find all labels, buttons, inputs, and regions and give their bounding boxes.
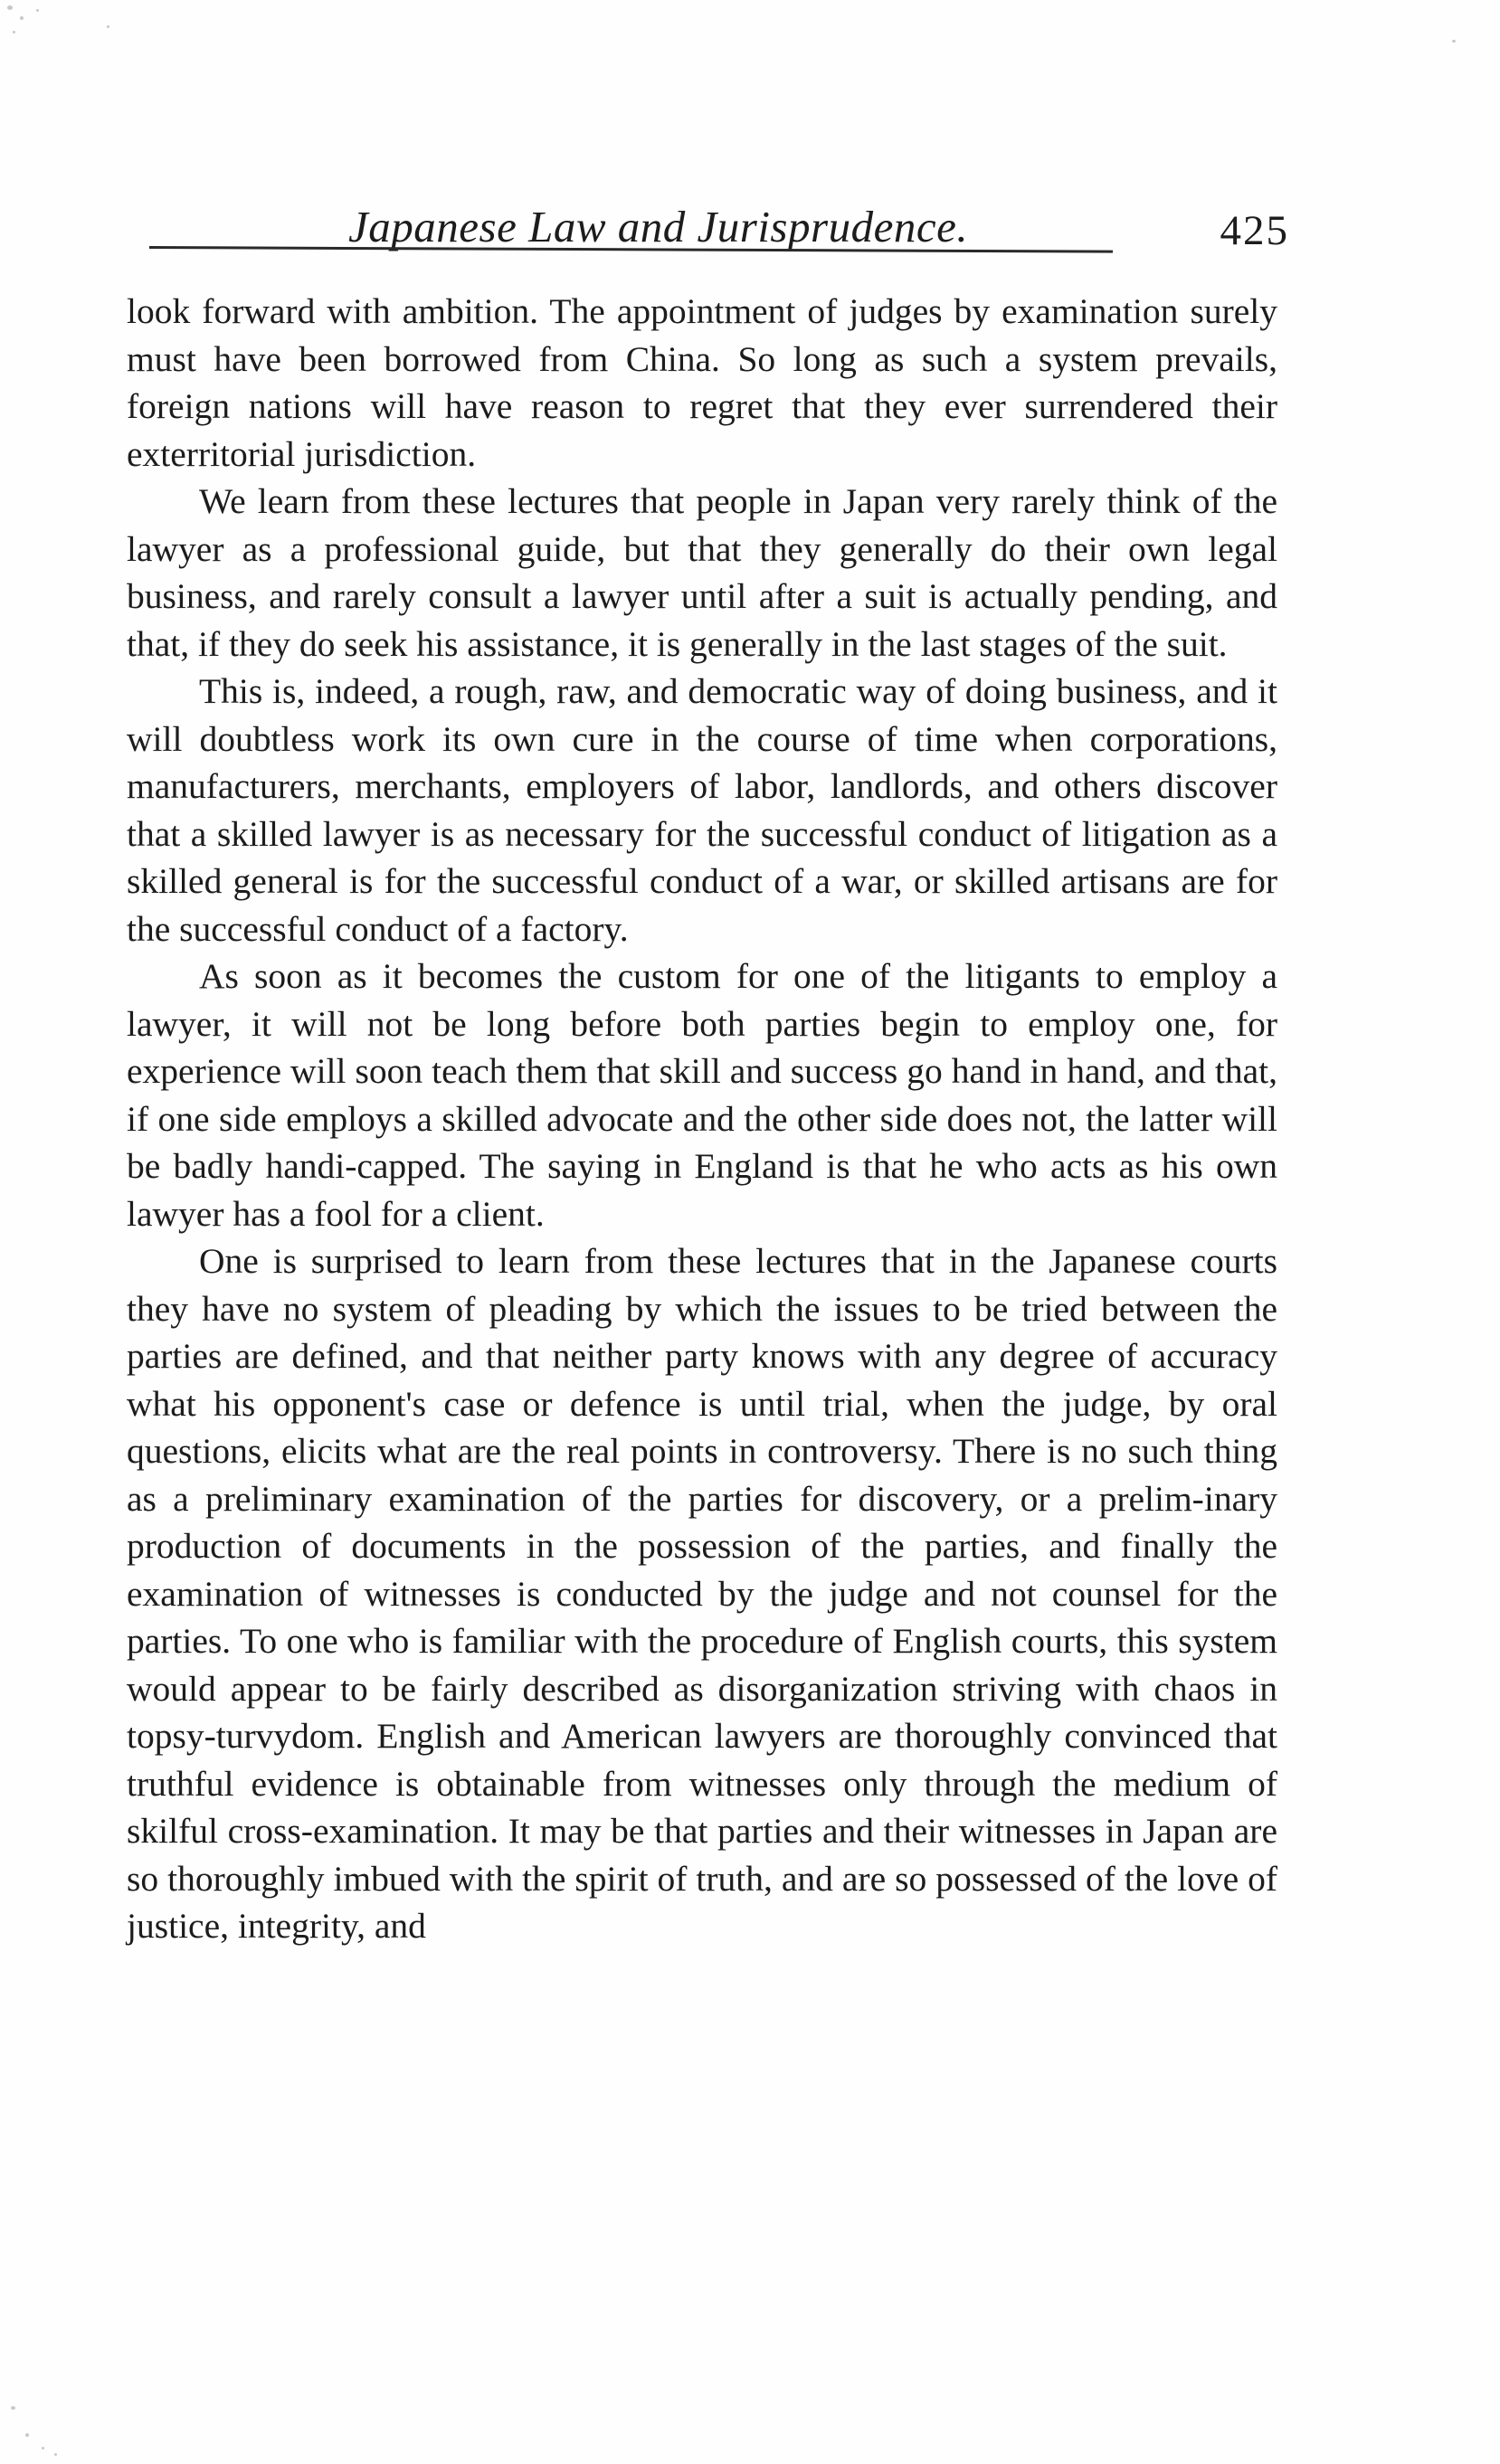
scan-speck (54, 2453, 57, 2456)
scan-speck (13, 31, 15, 33)
paragraph: As soon as it becomes the custom for one of the litigants to employ a lawyer, it will not be long before both parties begin to employ one, for experience will soon teach them that skill and success go hand in hand, and that, if one side employs a skilled advocate and the other side does not, the latter will be badly handi-capped. The saying in England is that he who acts as his own lawyer has a fool for a client. (127, 956, 1277, 1234)
scan-speck (25, 2433, 29, 2437)
scan-speck (36, 9, 39, 12)
scan-speck (1452, 40, 1456, 43)
page-number: 425 (1220, 207, 1289, 254)
paragraph: This is, indeed, a rough, raw, and democratic way of doing business, and it will doubtless work its own cure in the course of time when corporations, manufacturers, merchants, employers of labor, landlords, and others discover that a skilled lawyer is as necessary for the successful conduct of litigation as a skilled general is for the successful conduct of a war, or skilled artisans are for the successful conduct of a factory. (127, 671, 1277, 949)
scan-speck (7, 5, 13, 10)
scan-speck (107, 25, 109, 28)
paragraph: We learn from these lectures that people in Japan very rarely think of the lawyer as a professional guide, but that they generally do their own legal business, and rarely consult a lawyer until after a suit is actually pending, and that, if they do seek his assistance, it is generally in the last stages of the suit. (127, 481, 1277, 664)
paragraph: look forward with ambition. The appointment of judges by examination surely must have been borrowed from China. So long as such a system prevails, foreign nations will have reason to regret that they ever surrendered their exterritorial jurisdiction. (127, 291, 1277, 474)
scan-speck (42, 2447, 44, 2450)
scan-speck (11, 2406, 15, 2410)
running-title: Japanese Law and Jurisprudence. (348, 202, 969, 251)
paragraph: One is surprised to learn from these lectures that in the Japanese courts they have no system of pleading by which the issues to be tried between the parties are defined, and that neither party knows with any degree of accuracy what his opponent's case or defence is until trial, when the judge, by oral questions, elicits what are the real points in controversy. There is no such thing as a preliminary examination of the parties for discovery, or a prelim-inary production of documents in the possession of the parties, and finally the examination of witnesses is conducted by the judge and not counsel for the parties. To one who is familiar with the procedure of English courts, this system would appear to be fairly described as disorganization striving with chaos in topsy-turvydom. English and American lawyers are thoroughly convinced that truthful evidence is obtainable from witnesses only through the medium of skilful cross-examination. It may be that parties and their witnesses in Japan are so thoroughly imbued with the spirit of truth, and are so possessed of the love of justice, integrity, and (127, 1241, 1277, 1946)
scan-speck (20, 16, 24, 20)
body-text (127, 288, 1277, 1950)
